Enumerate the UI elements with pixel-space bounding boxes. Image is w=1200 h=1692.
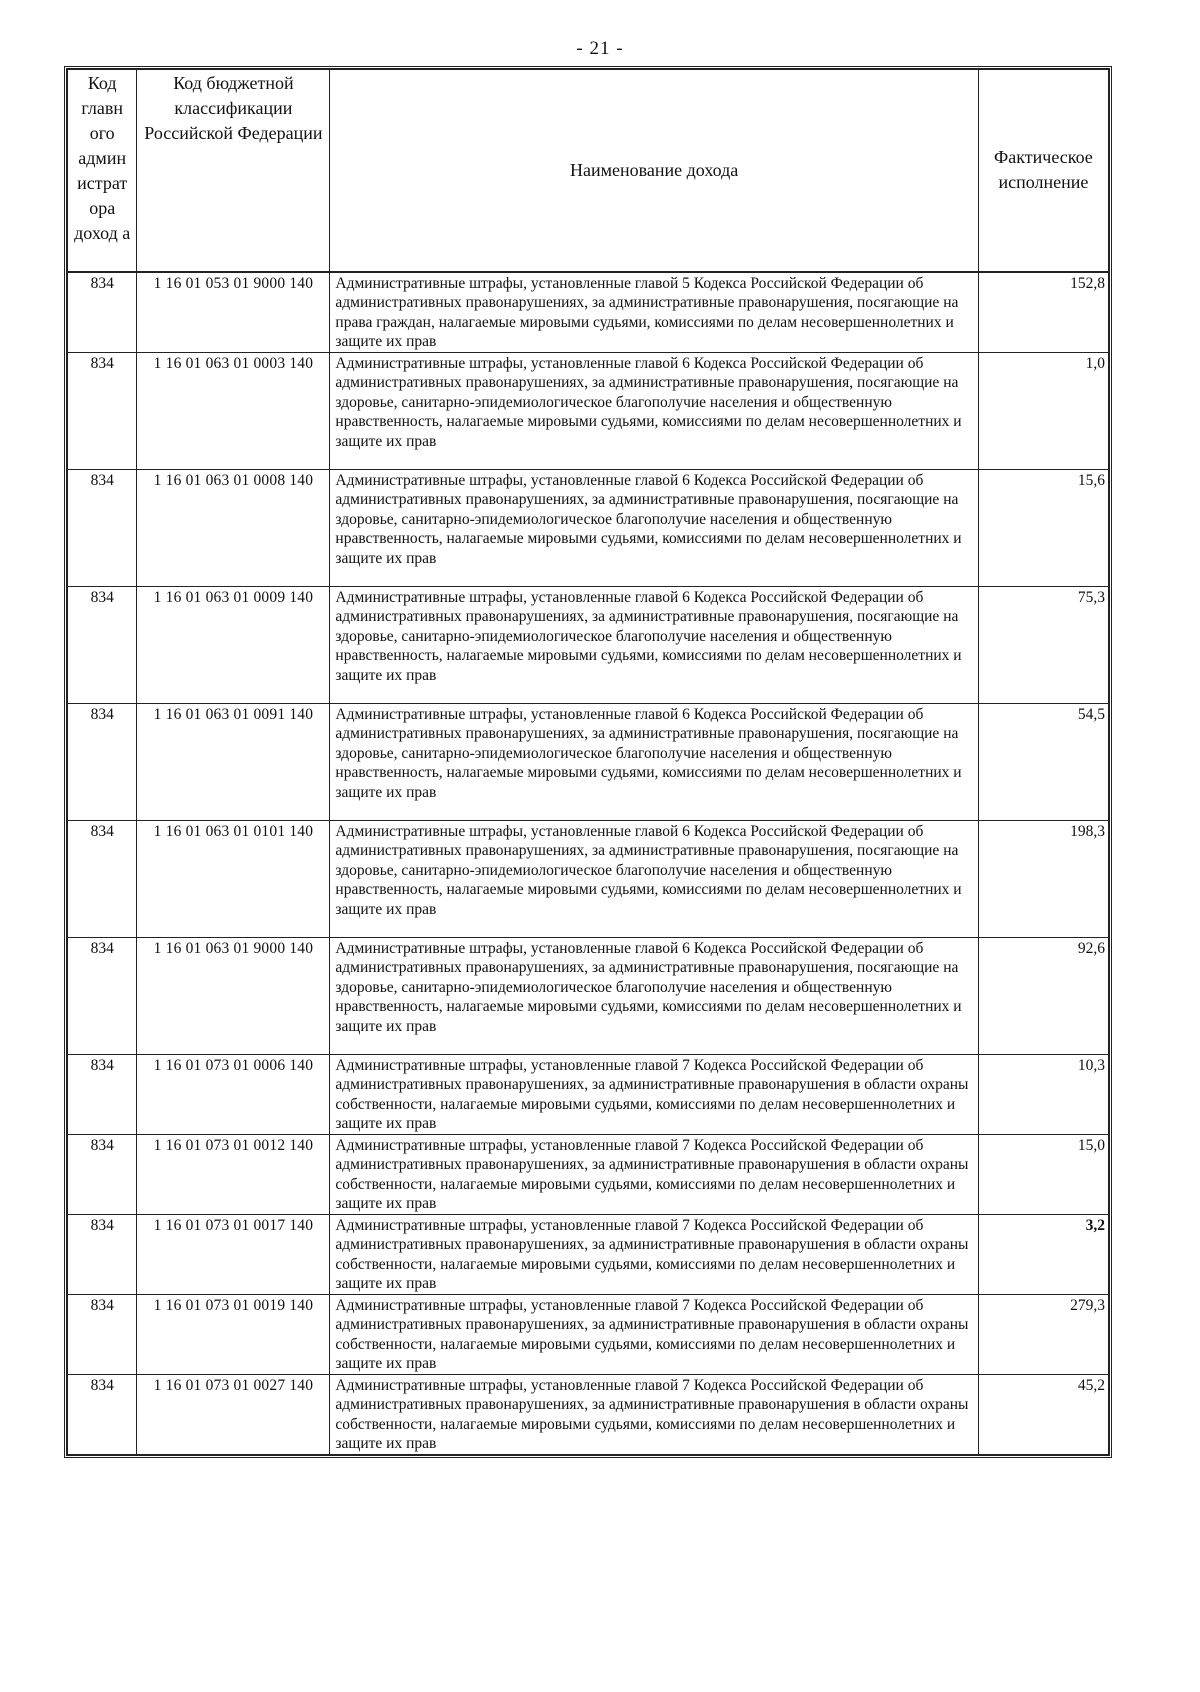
income-name-cell: Административные штрафы, установленные главой 6 Кодекса Российской Федерации об административных правонарушениях, за административные правонарушения, посягающие на здоровье, санитарно-эпидемиологическое благополучие населения и общественную нравственность, налагаемые мировыми судьями, комиссиями по делам несовершеннолетних и защите их прав [330, 352, 978, 469]
amount-cell: 54,5 [978, 703, 1108, 820]
budget-code-cell: 1 16 01 063 01 0091 140 [137, 703, 330, 820]
table-row [68, 469, 1109, 586]
table-body [68, 272, 1109, 1455]
income-name-cell: Административные штрафы, установленные главой 6 Кодекса Российской Федерации об административных правонарушениях, за административные правонарушения, посягающие на здоровье, санитарно-эпидемиологическое благополучие населения и общественную нравственность, налагаемые мировыми судьями, комиссиями по делам несовершеннолетних и защите их прав [330, 703, 978, 820]
page-number: - 21 - [576, 38, 624, 59]
budget-code-cell: 1 16 01 073 01 0027 140 [137, 1374, 330, 1454]
income-name-cell: Административные штрафы, установленные главой 6 Кодекса Российской Федерации об административных правонарушениях, за административные правонарушения, посягающие на здоровье, санитарно-эпидемиологическое благополучие населения и общественную нравственность, налагаемые мировыми судьями, комиссиями по делам несовершеннолетних и защите их прав [330, 469, 978, 586]
budget-code-cell: 1 16 01 063 01 0009 140 [137, 586, 330, 703]
amount-cell: 45,2 [978, 1374, 1108, 1454]
amount-cell: 198,3 [978, 820, 1108, 937]
income-name-cell: Административные штрафы, установленные главой 7 Кодекса Российской Федерации об административных правонарушениях, за административные правонарушения в области охраны собственности, налагаемые мировыми судьями, комиссиями по делам несовершеннолетних и защите их прав [330, 1134, 978, 1214]
income-name-cell: Административные штрафы, установленные главой 6 Кодекса Российской Федерации об административных правонарушениях, за административные правонарушения, посягающие на здоровье, санитарно-эпидемиологическое благополучие населения и общественную нравственность, налагаемые мировыми судьями, комиссиями по делам несовершеннолетних и защите их прав [330, 820, 978, 937]
income-name-cell: Административные штрафы, установленные главой 7 Кодекса Российской Федерации об административных правонарушениях, за административные правонарушения в области охраны собственности, налагаемые мировыми судьями, комиссиями по делам несовершеннолетних и защите их прав [330, 1294, 978, 1374]
budget-code-cell: 1 16 01 063 01 0101 140 [137, 820, 330, 937]
table-row [68, 820, 1109, 937]
admin-code-cell: 834 [68, 937, 137, 1054]
amount-cell: 75,3 [978, 586, 1108, 703]
amount-cell: 10,3 [978, 1054, 1108, 1134]
admin-code-cell: 834 [68, 703, 137, 820]
income-table [64, 66, 1112, 1458]
amount-cell: 152,8 [978, 272, 1108, 353]
admin-code-cell: 834 [68, 272, 137, 353]
table-row [68, 1134, 1109, 1214]
budget-code-cell: 1 16 01 063 01 0008 140 [137, 469, 330, 586]
amount-cell: 279,3 [978, 1294, 1108, 1374]
table-row [68, 272, 1109, 353]
table-row [68, 1054, 1109, 1134]
table-row [68, 1214, 1109, 1294]
admin-code-cell: 834 [68, 1214, 137, 1294]
admin-code-cell: 834 [68, 1294, 137, 1374]
header-admin-code: Код главн ого админ истрат ора доход а [68, 70, 137, 272]
table-header [68, 70, 1109, 272]
amount-cell: 15,0 [978, 1134, 1108, 1214]
table-row [68, 937, 1109, 1054]
income-name-cell: Административные штрафы, установленные главой 7 Кодекса Российской Федерации об административных правонарушениях, за административные правонарушения в области охраны собственности, налагаемые мировыми судьями, комиссиями по делам несовершеннолетних и защите их прав [330, 1374, 978, 1454]
header-actual: Фактическое исполнение [978, 70, 1108, 272]
admin-code-cell: 834 [68, 1374, 137, 1454]
budget-code-cell: 1 16 01 073 01 0017 140 [137, 1214, 330, 1294]
income-name-cell: Административные штрафы, установленные главой 6 Кодекса Российской Федерации об административных правонарушениях, за административные правонарушения, посягающие на здоровье, санитарно-эпидемиологическое благополучие населения и общественную нравственность, налагаемые мировыми судьями, комиссиями по делам несовершеннолетних и защите их прав [330, 937, 978, 1054]
income-name-cell: Административные штрафы, установленные главой 6 Кодекса Российской Федерации об административных правонарушениях, за административные правонарушения, посягающие на здоровье, санитарно-эпидемиологическое благополучие населения и общественную нравственность, налагаемые мировыми судьями, комиссиями по делам несовершеннолетних и защите их прав [330, 586, 978, 703]
table-row [68, 586, 1109, 703]
income-name-cell: Административные штрафы, установленные главой 7 Кодекса Российской Федерации об административных правонарушениях, за административные правонарушения в области охраны собственности, налагаемые мировыми судьями, комиссиями по делам несовершеннолетних и защите их прав [330, 1214, 978, 1294]
amount-cell: 92,6 [978, 937, 1108, 1054]
header-budget-code: Код бюджетной классификации Российской Федерации [137, 70, 330, 272]
admin-code-cell: 834 [68, 1054, 137, 1134]
budget-code-cell: 1 16 01 073 01 0006 140 [137, 1054, 330, 1134]
amount-cell: 15,6 [978, 469, 1108, 586]
income-name-cell: Административные штрафы, установленные главой 7 Кодекса Российской Федерации об административных правонарушениях, за административные правонарушения в области охраны собственности, налагаемые мировыми судьями, комиссиями по делам несовершеннолетних и защите их прав [330, 1054, 978, 1134]
table-row [68, 352, 1109, 469]
budget-code-cell: 1 16 01 073 01 0019 140 [137, 1294, 330, 1374]
admin-code-cell: 834 [68, 352, 137, 469]
amount-cell: 3,2 [978, 1214, 1108, 1294]
table-row [68, 1374, 1109, 1454]
table-row [68, 703, 1109, 820]
income-name-cell: Административные штрафы, установленные главой 5 Кодекса Российской Федерации об административных правонарушениях, за административные правонарушения, посягающие на права граждан, налагаемые мировыми судьями, комиссиями по делам несовершеннолетних и защите их прав [330, 272, 978, 353]
budget-code-cell: 1 16 01 063 01 9000 140 [137, 937, 330, 1054]
budget-code-cell: 1 16 01 073 01 0012 140 [137, 1134, 330, 1214]
budget-code-cell: 1 16 01 053 01 9000 140 [137, 272, 330, 353]
admin-code-cell: 834 [68, 820, 137, 937]
admin-code-cell: 834 [68, 469, 137, 586]
table-row [68, 1294, 1109, 1374]
admin-code-cell: 834 [68, 1134, 137, 1214]
header-income-name: Наименование дохода [330, 70, 978, 272]
amount-cell: 1,0 [978, 352, 1108, 469]
admin-code-cell: 834 [68, 586, 137, 703]
budget-code-cell: 1 16 01 063 01 0003 140 [137, 352, 330, 469]
